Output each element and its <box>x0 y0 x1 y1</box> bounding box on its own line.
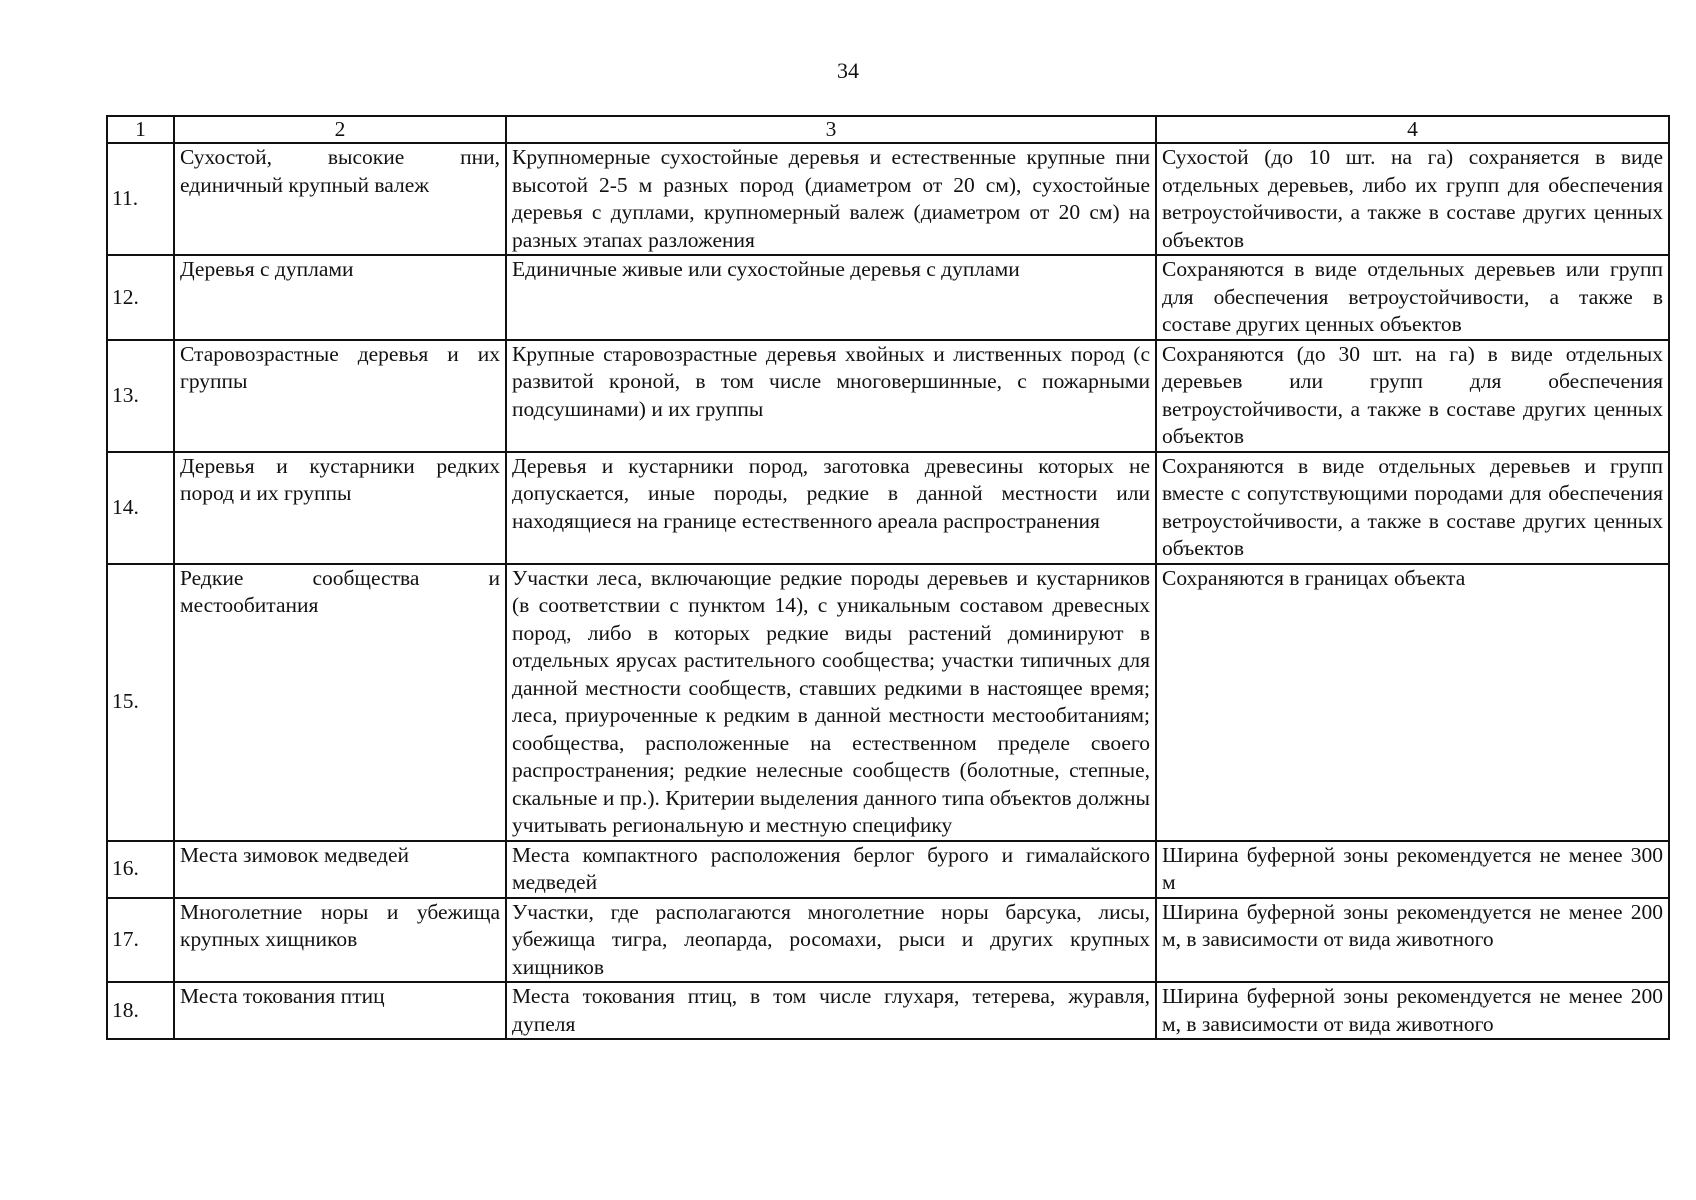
column-header-2: 2 <box>174 116 506 143</box>
header-row <box>107 116 1669 143</box>
measures-cell: Сохраняются (до 30 шт. на га) в виде отдельных деревьев или групп для обеспечения ветроустойчивости, а также в составе других ценных объектов <box>1156 340 1669 452</box>
column-header-3: 3 <box>506 116 1156 143</box>
column-header-1: 1 <box>107 116 174 143</box>
measures-cell: Сухостой (до 10 шт. на га) сохраняется в виде отдельных деревьев, либо их групп для обеспечения ветроустойчивости, а также в составе других ценных объектов <box>1156 143 1669 255</box>
table-row <box>107 452 1669 564</box>
row-number: 15. <box>107 564 174 841</box>
row-number: 13. <box>107 340 174 452</box>
description-cell: Единичные живые или сухостойные деревья с дуплами <box>506 255 1156 340</box>
table-row <box>107 564 1669 841</box>
measures-cell: Сохраняются в виде отдельных деревьев или групп для обеспечения ветроустойчивости, а также в составе других ценных объектов <box>1156 255 1669 340</box>
measures-cell: Ширина буферной зоны рекомендуется не менее 200 м, в зависимости от вида животного <box>1156 898 1669 983</box>
row-number: 18. <box>107 982 174 1039</box>
table-row <box>107 841 1669 898</box>
object-cell: Сухостой, высокие пни, единичный крупный валеж <box>174 143 506 255</box>
table-row <box>107 898 1669 983</box>
object-cell: Места зимовок медведей <box>174 841 506 898</box>
row-number: 16. <box>107 841 174 898</box>
description-cell: Деревья и кустарники пород, заготовка древесины которых не допускается, иные породы, редкие в данной местности или находящиеся на границе естественного ареала распространения <box>506 452 1156 564</box>
measures-cell: Ширина буферной зоны рекомендуется не менее 300 м <box>1156 841 1669 898</box>
description-cell: Места компактного расположения берлог бурого и гималайского медведей <box>506 841 1156 898</box>
row-number: 14. <box>107 452 174 564</box>
row-number: 17. <box>107 898 174 983</box>
table-row <box>107 340 1669 452</box>
description-cell: Участки леса, включающие редкие породы деревьев и кустарников (в соответствии с пунктом 14), с уникальным составом древесных пород, либо в которых редкие виды растений доминируют в отдельных ярусах растительного сообщества; участки типичных для данной местности сообществ, ставших редкими в настоящее время; леса, приуроченные к редким в данной местности местообитаниям; сообщества, расположенные на естественном пределе своего распространения; редкие нелесные сообществ (болотные, степные, скальные и пр.). Критерии выделения данного типа объектов должны учитывать региональную и местную специфику <box>506 564 1156 841</box>
row-number: 12. <box>107 255 174 340</box>
object-cell: Деревья с дуплами <box>174 255 506 340</box>
objects-table <box>106 115 1670 1040</box>
description-cell: Места токования птиц, в том числе глухаря, тетерева, журавля, дупеля <box>506 982 1156 1039</box>
table-row <box>107 255 1669 340</box>
description-cell: Крупномерные сухостойные деревья и естественные крупные пни высотой 2-5 м разных пород (диаметром от 20 см), сухостойные деревья с дуплами, крупномерный валеж (диаметром от 20 см) на разных этапах разложения <box>506 143 1156 255</box>
object-cell: Старовозрастные деревья и их группы <box>174 340 506 452</box>
object-cell: Деревья и кустарники редких пород и их группы <box>174 452 506 564</box>
table-row <box>107 143 1669 255</box>
object-cell: Многолетние норы и убежища крупных хищников <box>174 898 506 983</box>
description-cell: Крупные старовозрастные деревья хвойных и лиственных пород (с развитой кроной, в том числе многовершинные, с пожарными подсушинами) и их группы <box>506 340 1156 452</box>
measures-cell: Сохраняются в границах объекта <box>1156 564 1669 841</box>
page-number: 34 <box>837 58 859 83</box>
measures-cell: Ширина буферной зоны рекомендуется не менее 200 м, в зависимости от вида животного <box>1156 982 1669 1039</box>
object-cell: Места токования птиц <box>174 982 506 1039</box>
object-cell: Редкие сообщества и местообитания <box>174 564 506 841</box>
row-number: 11. <box>107 143 174 255</box>
column-header-4: 4 <box>1156 116 1669 143</box>
table-row <box>107 982 1669 1039</box>
description-cell: Участки, где располагаются многолетние норы барсука, лисы, убежища тигра, леопарда, росомахи, рыси и других крупных хищников <box>506 898 1156 983</box>
measures-cell: Сохраняются в виде отдельных деревьев и групп вместе с сопутствующими породами для обеспечения ветроустойчивости, а также в составе других ценных объектов <box>1156 452 1669 564</box>
